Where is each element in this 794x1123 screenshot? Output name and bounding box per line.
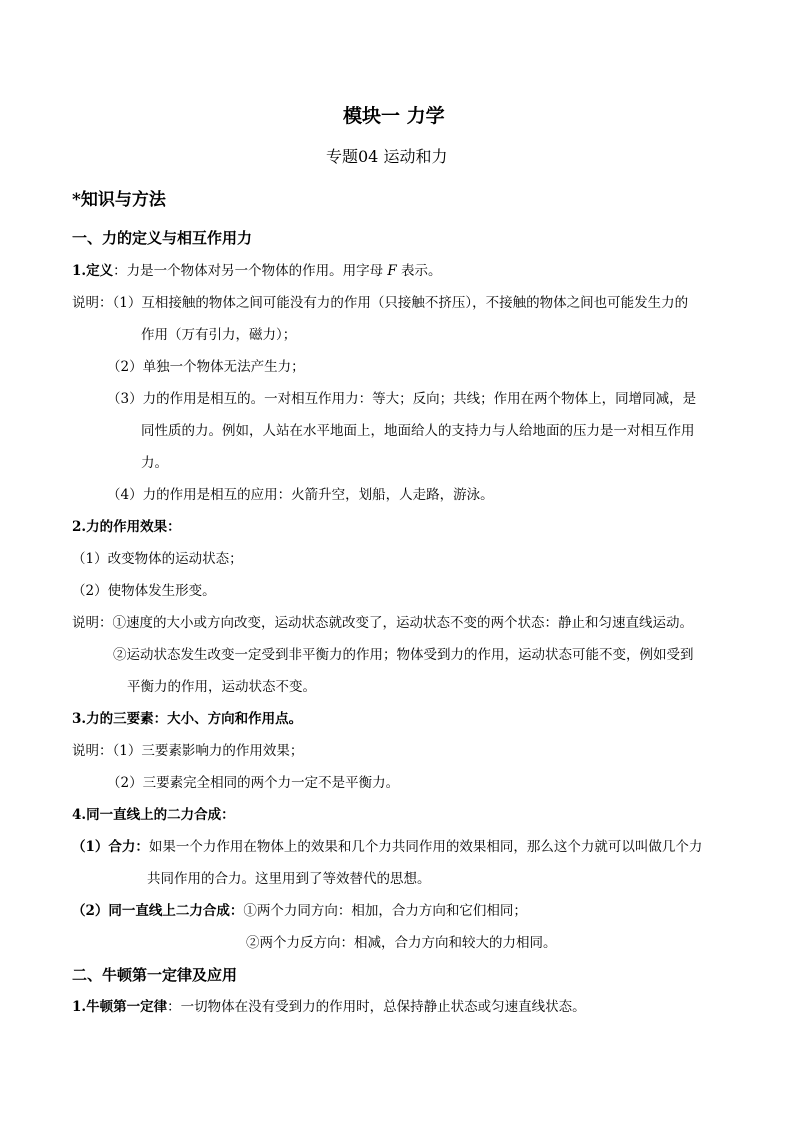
resultant-text-a: 如果一个力作用在物体上的效果和几个力共同作用的效果相同，那么这个力就可以叫做几个力 [148,839,703,855]
resultant-line-b: 共同作用的合力。这里用到了等效替代的思想。 [147,871,431,887]
definition-label: 1.定义 [72,263,114,279]
note1-line-a: 说明：（1）互相接触的物体之间可能没有力的作用（只接触不挤压），不接触的物体之间也可能发生力的 [72,295,689,311]
module-title: 模块一 力学 [343,105,445,127]
resultant-label: （1）合力： [72,839,149,855]
sameline-label: （2）同一直线上二力合成： [72,903,244,919]
note2-line: （2）单独一个物体无法产生力； [107,359,305,375]
definition-text-b: 表示。 [396,263,442,279]
note3-line-a: （3）力的作用是相互的。一对相互作用力：等大；反向；共线；作用在两个物体上，同增同减，是 [107,391,697,407]
sameline-line-b: ②两个力反方向：相减，合力方向和较大的力相同。 [246,935,557,951]
newton-law-line [72,997,586,1017]
definition-line [72,261,442,281]
three-elements-note-1: 说明：（1）三要素影响力的作用效果； [72,743,304,759]
sameline-text-a: ①两个力同方向：相加，合力方向和它们相同； [243,903,527,919]
effect-item-2: （2）使物体发生形变。 [72,583,216,599]
effect-note-1: 说明：①速度的大小或方向改变，运动状态就改变了，运动状态不变的两个状态：静止和匀速直线运动。 [72,615,693,631]
section-heading: *知识与方法 [72,190,166,210]
effect-note-2-a: ②运动状态发生改变一定受到非平衡力的作用；物体受到力的作用，运动状态可能不变，例如受到 [113,647,694,663]
part1-heading: 一、力的定义与相互作用力 [72,229,253,247]
part2-heading: 二、牛顿第一定律及应用 [72,966,238,984]
note3-line-c: 力。 [141,455,168,471]
topic-title: 专题04 运动和力 [326,147,448,166]
three-elements-note-2: （2）三要素完全相同的两个力一定不是平衡力。 [107,775,400,791]
note3-line-b: 同性质的力。例如，人站在水平地面上，地面给人的支持力与人给地面的压力是一对相互作用 [141,423,695,439]
effect-heading: 2.力的作用效果： [72,519,181,535]
combine-heading: 4.同一直线上的二力合成： [72,807,235,823]
force-symbol: F [387,263,397,279]
newton-law-text: ：一切物体在没有受到力的作用时，总保持静止状态或匀速直线状态。 [167,999,586,1015]
note4-line: （4）力的作用是相互的应用：火箭升空，划船，人走路，游泳。 [107,487,494,503]
note1-line-b: 作用（万有引力，磁力）； [141,327,297,343]
three-elements-heading: 3.力的三要素：大小、方向和作用点。 [72,711,303,727]
effect-note-2-b: 平衡力的作用，运动状态不变。 [127,679,316,695]
sameline-line-a [72,901,527,921]
newton-law-label: 1.牛顿第一定律 [72,999,168,1015]
effect-item-1: （1）改变物体的运动状态； [72,551,243,567]
definition-text-a: ：力是一个物体对另一个物体的作用。用字母 [113,263,388,279]
resultant-line-a [72,837,702,857]
